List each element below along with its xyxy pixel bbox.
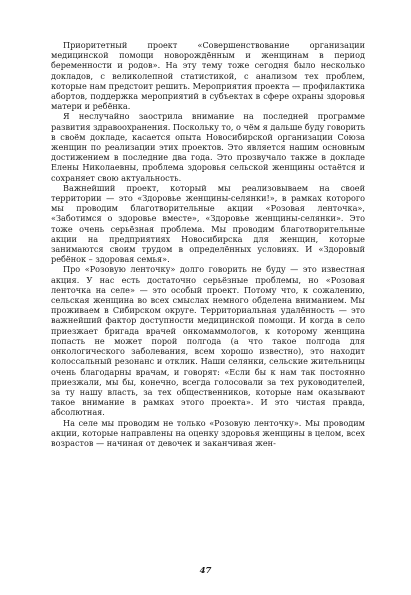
page-number: 47 — [199, 566, 212, 576]
paragraph-village-actions: На селе мы проводим не только «Розовую ленточку». Мы проводим акции, которые направлены на оценку здоровья женщины в целом, всех возрастов — начиная от девочек и заканчивая жен- — [51, 417, 365, 448]
paragraph-healthcare-program: Я неслучайно заострила внимание на последней программе развития здравоохранения. Поскольку то, о чём я дальше буду говорить в своём докладе, касается опыта Новосибирской организации Союза женщин по реализации этих проектов. Это является нашим основным достижением в последние два года. Это прозвучало также в докладе Елены Николаевны, проблема здоровья сельской женщины остаётся и сохраняет свою актуальность. — [51, 111, 365, 183]
paragraph-rural-woman-project: Важнейший проект, который мы реализовываем на своей территории — это «Здоровье женщины-селянки!», в рамках которого мы проводим благотворительные акции «Розовая ленточка», «Заботимся о здоровье вместе», «Здоровье женщины-селянки». Это тоже очень серьёзная проблема. Мы проводим благотворительные акции на предприятиях Новосибирска для женщин, которые занимаются своим трудом в определённых условиях. И «Здоровый ребёнок – здоровая семья». — [51, 182, 365, 265]
body-text — [51, 40, 365, 448]
paragraph-priority-project: Приоритетный проект «Совершенствование организации медицинской помощи новорождённым и женщинам в период беременности и родов». На эту тему тоже сегодня было несколько докладов, с великолепной статистикой, с анализом тех проблем, которые нам предстоит решить. Мероприятия проекта — профилактика абортов, поддержка мероприятий в субъектах в сфере охраны здоровья матери и ребёнка. — [51, 40, 365, 112]
paragraph-pink-ribbon: Про «Розовую ленточку» долго говорить не буду — это известная акция. У нас есть достаточно серьёзные проблемы, но «Розовая ленточка на селе» — это особый проект. Потому что, к сожалению, сельская женщина во всех смыслах немного обделена вниманием. Мы проживаем в Сибирском округе. Территориальная удалённость — это важнейший фактор доступности медицинской помощи. И когда в село приезжает бригада врачей онкомаммологов, к которому женщина попасть не может порой полгода (а что такое полгода для онкологического заболевания, всем хорошо известно), это находит колоссальный резонанс и отклик. Наши селянки, сельские жительницы очень благодарны врачам, и говорят: «Если бы к нам так постоянно приезжали, мы бы, конечно, всегда голосовали за тех руководителей, за ту нашу власть, за тех общественников, которые нам оказывают такое внимание в рамках этого проекта». И это чистая правда, абсолютная. — [51, 264, 365, 418]
